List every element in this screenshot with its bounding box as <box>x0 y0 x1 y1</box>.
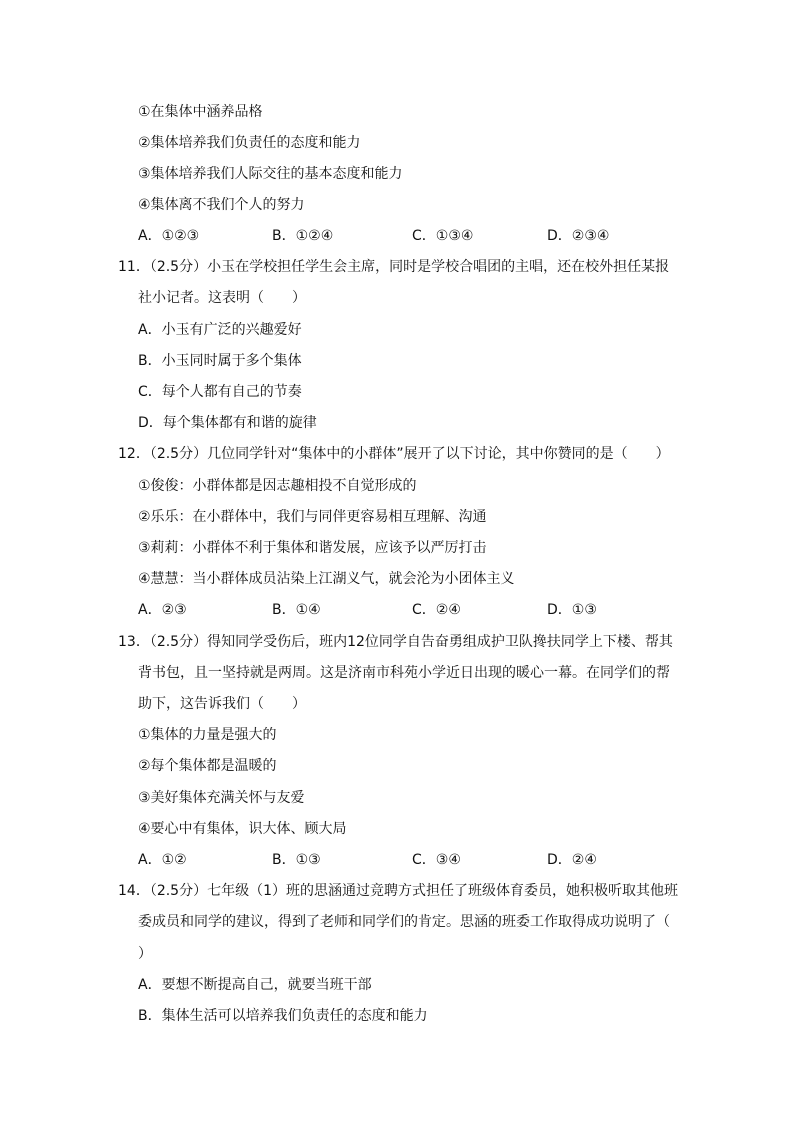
q13-statement: ②每个集体都是温暖的 <box>138 758 277 774</box>
q13-statement: ④要心中有集体，识大体、顾大局 <box>138 821 347 837</box>
q12-statement: ③莉莉：小群体不利于集体和谐发展，应该予以严厉打击 <box>138 540 487 556</box>
q12-statement: ④慧慧：当小群体成员沾染上江湖义气，就会沦为小团体主义 <box>138 571 515 587</box>
q12-statement: ②乐乐：在小群体中，我们与同伴更容易相互理解、沟通 <box>138 509 487 525</box>
q14-stem: 14．（2.5分）七年级（1）班的思涵通过竞聘方式担任了班级体育委员，她积极听取其他班 <box>118 883 678 899</box>
q10-statement: ④集体离不我们个人的努力 <box>138 197 305 213</box>
q11-option-c: C．每个人都有自己的节奏 <box>138 384 302 400</box>
q12-option-a: A．②③ <box>138 602 187 618</box>
q11-option-b: B．小玉同时属于多个集体 <box>138 353 302 369</box>
q13-option-d: D．②④ <box>547 852 597 868</box>
q10-option-b: B．①②④ <box>272 228 334 244</box>
q14-option-a: A．要想不断提高自己，就要当班干部 <box>138 977 372 993</box>
q13-stem: 13．（2.5分）得知同学受伤后，班内12位同学自告奋勇组成护卫队搀扶同学上下楼、帮其 <box>118 634 673 650</box>
q13-statement: ③美好集体充满关怀与友爱 <box>138 790 305 806</box>
q10-statement: ①在集体中涵养品格 <box>138 104 263 120</box>
q10-option-d: D．②③④ <box>547 228 610 244</box>
q10-statement: ②集体培养我们负责任的态度和能力 <box>138 135 361 151</box>
q13-option-c: C．③④ <box>412 852 461 868</box>
q13-option-a: A．①② <box>138 852 187 868</box>
q12-option-d: D．①③ <box>547 602 597 618</box>
q13-stem: 助下，这告诉我们（ ） <box>138 696 306 712</box>
q11-option-a: A．小玉有广泛的兴趣爱好 <box>138 322 302 338</box>
q13-stem: 背书包，且一坚持就是两周。这是济南市科苑小学近日出现的暖心一幕。在同学们的帮 <box>138 665 670 681</box>
q12-option-b: B．①④ <box>272 602 321 618</box>
q12-statement: ①俊俊：小群体都是因志趣相投不自觉形成的 <box>138 478 417 494</box>
q10-option-c: C．①③④ <box>412 228 474 244</box>
q12-option-c: C．②④ <box>412 602 461 618</box>
q14-stem: 委成员和同学的建议，得到了老师和同学们的肯定。思涵的班委工作取得成功说明了（ <box>138 914 670 930</box>
q14-option-b: B．集体生活可以培养我们负责任的态度和能力 <box>138 1008 428 1024</box>
q10-option-a: A．①②③ <box>138 228 200 244</box>
q13-option-b: B．①③ <box>272 852 321 868</box>
q13-statement: ①集体的力量是强大的 <box>138 727 277 743</box>
q10-statement: ③集体培养我们人际交往的基本态度和能力 <box>138 166 403 182</box>
q11-option-d: D．每个集体都有和谐的旋律 <box>138 415 317 431</box>
q11-stem: 社小记者。这表明（ ） <box>138 290 306 306</box>
q12-stem: 12．（2.5分）几位同学针对“集体中的小群体”展开了以下讨论，其中你赞同的是（ ） <box>118 446 670 462</box>
q14-stem: ） <box>138 946 152 962</box>
q11-stem: 11．（2.5分）小玉在学校担任学生会主席，同时是学校合唱团的主唱，还在校外担任某报 <box>118 259 670 275</box>
